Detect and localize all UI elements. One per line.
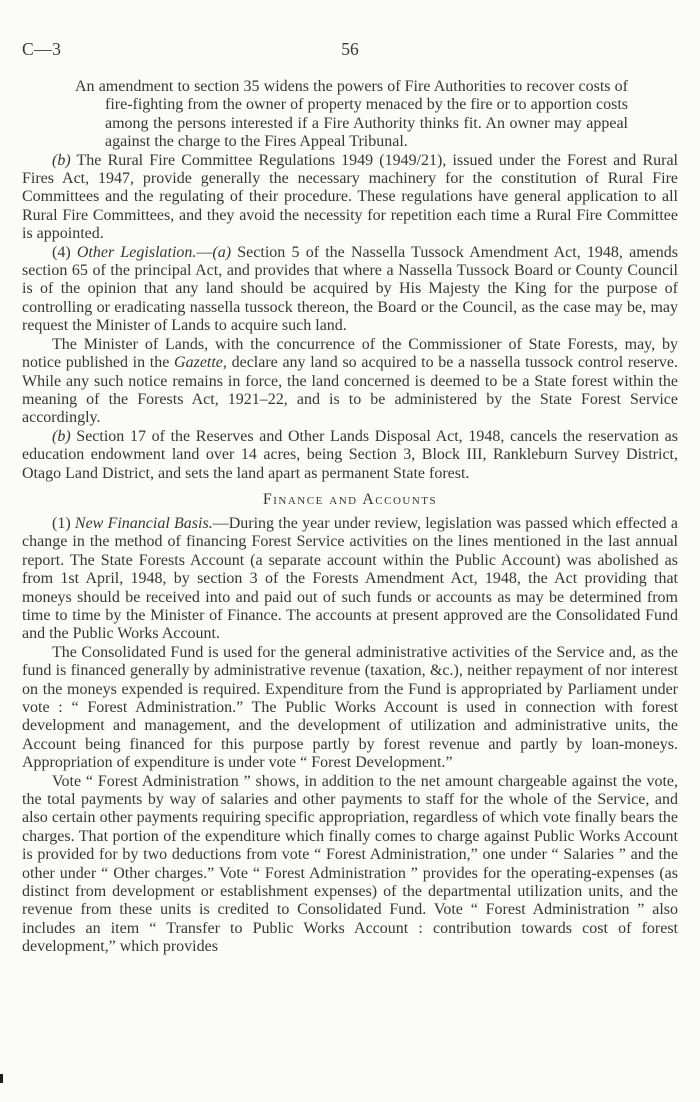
list-marker-1: (1) bbox=[52, 514, 75, 532]
inline-title-other-legislation: Other Legislation. bbox=[76, 243, 197, 261]
scan-artifact bbox=[0, 1074, 3, 1083]
paragraph-text-tail: , declare any land so acquired to be a nassella tussock control reserve. While any such notice remains in force, the land concerned is deemed to be a State forest within the meaning of the Forests Act, 1921–22, and is to be administered by the State Forest Service accordingly. bbox=[22, 354, 678, 427]
list-marker-a: (a) bbox=[212, 243, 232, 261]
quote-paragraph-fire-amendment bbox=[75, 78, 628, 152]
paragraph-rural-fire-regulations bbox=[22, 152, 678, 244]
dash: — bbox=[196, 243, 213, 261]
paragraph-text: Vote “ Forest Administration ” shows, in addition to the net amount chargeable against the vote, the total payments by way of salaries and other payments to staff for the whole of the Service, and also certain other payments requiring specific appropriation, regardless of which vote finally bears the charges. That portion of the expenditure which finally comes to charge against Public Works Account is provided for by two deductions from vote “ Forest Administration,” one under “ Salaries ” and the other under “ Other charges.” Vote “ Forest Administration ” provides for the operating-expenses (as distinct from development or establishment expenses) of the departmental utilization units, and the revenue from these units is credited to Consolidated Fund. Vote “ Forest Administration ” also includes an item “ Transfer to Public Works Account : contribution towards cost of forest development,” which provides bbox=[22, 772, 678, 956]
report-code: C—3 bbox=[22, 39, 62, 59]
paragraph-minister-of-lands bbox=[22, 336, 678, 428]
paragraph-text: Section 17 of the Reserves and Other Lands Disposal Act, 1948, cancels the reservation as education endowment land over 14 acres, being Section 3, Block III, Rankleburn Survey District, Otago Land District, and sets the land apart as permanent State forest. bbox=[22, 427, 678, 482]
page-number: 56 bbox=[341, 39, 359, 59]
paragraph-consolidated-fund bbox=[22, 644, 678, 773]
paragraph-text: The Consolidated Fund is used for the general administrative activities of the Service and, as the fund is financed generally by administrative revenue (taxation, &c.), neither repayment of nor interest on the moneys expended is required. Expenditure from the Fund is appropriated by Parliament under vote : “ Forest Administration.” The Public Works Account is used in connection with forest development and management, and the development of utilization and administrative units, the Account being financed for this purpose partly by forest revenue and partly by loan-moneys. Appropriation of expenditure is under vote “ Forest Development.” bbox=[22, 643, 678, 772]
paragraph-reserves-disposal bbox=[22, 428, 678, 483]
list-marker-4: (4) bbox=[52, 243, 77, 261]
running-header bbox=[22, 38, 678, 60]
quote-text: An amendment to section 35 widens the powers of Fire Authorities to recover costs of fire-fighting from the owner of property menaced by the fire or to apportion costs among the persons interested if a Fire Authority thinks fit. An owner may appeal against the charge to the Fires Appeal Tribunal. bbox=[75, 78, 628, 151]
inline-title-new-financial-basis: New Financial Basis. bbox=[74, 514, 213, 532]
paragraph-vote-forest-administration bbox=[22, 773, 678, 957]
list-marker-b: (b) bbox=[52, 151, 71, 169]
paragraph-new-financial-basis bbox=[22, 515, 678, 644]
gazette-title: Gazette bbox=[174, 354, 223, 372]
paragraph-other-legislation bbox=[22, 244, 678, 336]
paragraph-text: —During the year under review, legislation was passed which effected a change in the method of financing Forest Service activities on the lines mentioned in the last annual report. The State Forests Account (a separate account within the Public Account) was abolished as from 1st April, 1948, by section 3 of the Forests Amendment Act, 1948, the Act providing that moneys should be received into and paid out of such funds or accounts as may be determined from time to time by the Minister of Finance. The accounts at present approved are the Consolidated Fund and the Public Works Account. bbox=[22, 514, 679, 643]
paragraph-text-lead: The Minister of Lands, with the concurrence of the Commissioner of State Forests, may, by notice published in the bbox=[22, 335, 678, 372]
paragraph-text: The Rural Fire Committee Regulations 1949 (1949/21), issued under the Forest and Rural Fires Act, 1947, provide generally the necessary machinery for the constitution of Rural Fire Committees and the regulating of their procedure. These regulations have general application to all Rural Fire Committees, and they avoid the necessity for repetition each time a Rural Fire Committee is appointed. bbox=[22, 151, 678, 243]
list-marker-b: (b) bbox=[52, 427, 71, 445]
section-heading-finance-and-accounts: Finance and Accounts bbox=[262, 490, 438, 508]
paragraph-text: Section 5 of the Nassella Tussock Amendment Act, 1948, amends section 65 of the principal Act, and provides that where a Nassella Tussock Board or County Council is of the opinion that any land should be acquired by His Majesty the King for the purpose of controlling or eradicating nassella tussock thereon, the Board or the Council, as the case may be, may request the Minister of Lands to acquire such land. bbox=[22, 243, 678, 335]
